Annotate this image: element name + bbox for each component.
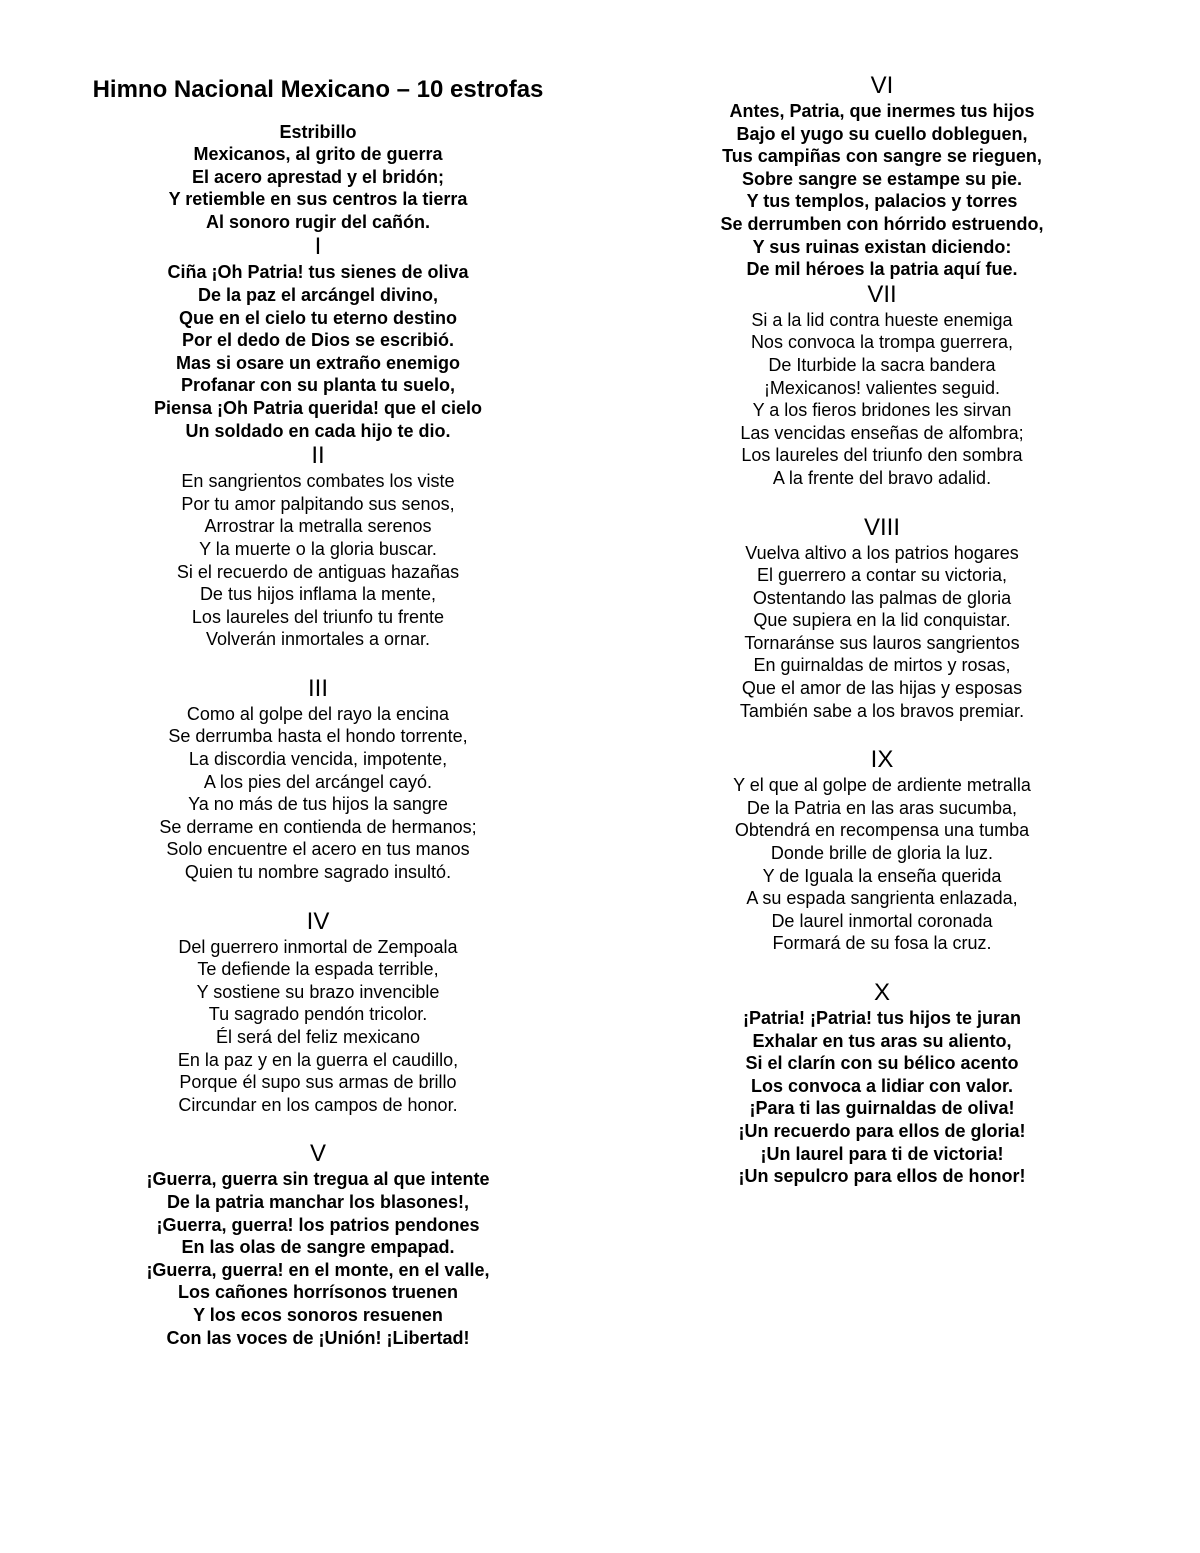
verse-line: Ya no más de tus hijos la sangre [188, 794, 448, 815]
spacer [78, 884, 558, 908]
verse-line: Del guerrero inmortal de Zempoala [178, 936, 458, 957]
verse-line: ¡Patria! ¡Patria! tus hijos te juran [742, 1008, 1022, 1028]
verse-line: De la paz el arcángel divino, [197, 284, 439, 305]
stanza-numeral: V [309, 1140, 326, 1168]
estribillo-heading: Estribillo [279, 122, 357, 142]
verse-line: Volverán inmortales a ornar. [205, 629, 431, 650]
verse-line: ¡Para ti las guirnaldas de oliva! [749, 1098, 1015, 1119]
verse-line: Quien tu nombre sagrado insultó. [184, 862, 452, 883]
verse-line: De mil héroes la patria aquí fue. [746, 259, 1018, 280]
verse-line: Si el recuerdo de antiguas hazañas [176, 561, 460, 582]
spacer [642, 722, 1122, 746]
verse-line: ¡Mexicanos! valientes seguid. [763, 377, 1001, 398]
verse-line: También sabe a los bravos premiar. [739, 700, 1025, 721]
verse-line: Por el dedo de Dios se escribió. [181, 330, 455, 351]
verse-line: Si el clarín con su bélico acento [745, 1053, 1019, 1074]
verse-line: Nos convoca la trompa guerrera, [750, 332, 1014, 353]
verse-line: En la paz y en la guerra el caudillo, [177, 1049, 459, 1070]
verse-line: ¡Un recuerdo para ellos de gloria! [738, 1120, 1026, 1141]
verse-line: Y tus templos, palacios y torres [746, 191, 1018, 212]
verse-line: Y a los fieros bridones les sirvan [752, 400, 1012, 421]
verse-line: Te defiende la espada terrible, [197, 959, 439, 980]
verse-line: Ostentando las palmas de gloria [752, 587, 1012, 608]
spacer [642, 955, 1122, 979]
verse-line: Con las voces de ¡Unión! ¡Libertad! [166, 1327, 470, 1348]
verse-line: A los pies del arcángel cayó. [203, 771, 433, 792]
verse-line: ¡Guerra, guerra! en el monte, en el valle, [146, 1259, 490, 1280]
verse-line: Y sus ruinas existan diciendo: [752, 236, 1012, 257]
verse-line: Los cañones horrísonos truenen [177, 1282, 459, 1303]
verse-line: Un soldado en cada hijo te dio. [185, 420, 451, 441]
verse-line: A su espada sangrienta enlazada, [746, 888, 1018, 909]
verse-line: ¡Un laurel para ti de victoria! [760, 1143, 1004, 1164]
verse-line: Y retiemble en sus centros la tierra [168, 189, 468, 210]
verse-line: Como al golpe del rayo la encina [186, 703, 450, 724]
stanza-numeral: II [311, 442, 325, 470]
stanza-iii [78, 675, 558, 884]
verse-line: Los laureles del triunfo tu frente [191, 606, 445, 627]
verse-line: Tornaránse sus lauros sangrientos [744, 632, 1020, 653]
verse-line: Porque él supo sus armas de brillo [179, 1072, 457, 1093]
verse-line: Tus campiñas con sangre se rieguen, [722, 146, 1042, 167]
page-title: Himno Nacional Mexicano – 10 estrofas [92, 76, 544, 103]
stanza-v [78, 1140, 558, 1349]
verse-line: De Iturbide la sacra bandera [768, 354, 996, 375]
stanza-numeral: X [873, 979, 890, 1006]
verse-line: De tus hijos inflama la mente, [199, 584, 437, 605]
verse-line: Obtendrá en recompensa una tumba [734, 820, 1030, 841]
verse-line: Solo encuentre el acero en tus manos [166, 839, 470, 860]
left-column [78, 72, 558, 1349]
stanza-ii [78, 442, 558, 651]
verse-line: Por tu amor palpitando sus senos, [181, 493, 455, 514]
verse-line: Antes, Patria, que inermes tus hijos [729, 101, 1035, 121]
verse-line: La discordia vencida, impotente, [188, 749, 448, 770]
stanza-numeral: I [314, 233, 322, 261]
verse-line: Él será del feliz mexicano [215, 1027, 421, 1047]
verse-line: Que supiera en la lid conquistar. [753, 610, 1011, 631]
stanza-numeral: IV [306, 907, 330, 935]
verse-line: Y de Iguala la enseña querida [762, 865, 1002, 886]
verse-line: Exhalar en tus aras su aliento, [752, 1030, 1012, 1051]
verse-line: Que en el cielo tu eterno destino [178, 307, 458, 328]
verse-line: Se derrumben con hórrido estruendo, [720, 213, 1044, 234]
verse-line: Circundar en los campos de honor. [178, 1094, 458, 1115]
verse-line: El guerrero a contar su victoria, [756, 565, 1008, 586]
spacer [642, 490, 1122, 514]
verse-line: Se derrame en contienda de hermanos; [159, 816, 477, 837]
verse-line: Tu sagrado pendón tricolor. [208, 1004, 428, 1025]
stanza-numeral: III [307, 674, 328, 702]
stanza-vii [642, 281, 1122, 490]
verse-line: Los laureles del triunfo den sombra [741, 445, 1023, 466]
verse-line: En las olas de sangre empapad. [181, 1237, 455, 1258]
verse-line: El acero aprestad y el bridón; [191, 166, 445, 187]
verse-line: Se derrumba hasta el hondo torrente, [168, 726, 468, 747]
verse-line: ¡Un sepulcro para ellos de honor! [738, 1166, 1026, 1187]
verse-line: Que el amor de las hijas y esposas [741, 678, 1023, 699]
verse-line: Vuelva altivo a los patrios hogares [745, 542, 1019, 563]
spacer [78, 651, 558, 675]
verse-line: ¡Guerra, guerra! los patrios pendones [156, 1214, 480, 1235]
stanza-vi [642, 72, 1122, 281]
verse-line: De la patria manchar los blasones!, [166, 1191, 470, 1212]
stanza-viii [642, 514, 1122, 723]
stanza-numeral: IX [870, 746, 894, 774]
estribillo [78, 121, 558, 233]
verse-line: Mas si osare un extraño enemigo [175, 352, 461, 373]
verse-line: Al sonoro rugir del cañón. [205, 211, 430, 232]
verse-line: A la frente del bravo adalid. [772, 467, 992, 488]
verse-line: Mexicanos, al grito de guerra [193, 144, 443, 164]
verse-line: ¡Guerra, guerra sin tregua al que intente [146, 1169, 490, 1190]
verse-line: Bajo el yugo su cuello dobleguen, [736, 123, 1028, 144]
verse-line: De la Patria en las aras sucumba, [746, 797, 1018, 818]
stanza-numeral: VI [870, 72, 894, 99]
verse-line: En sangrientos combates los viste [181, 471, 455, 492]
verse-line: Piensa ¡Oh Patria querida! que el cielo [153, 397, 483, 418]
verse-line: Si a la lid contra hueste enemiga [751, 309, 1013, 330]
verse-line: Los convoca a lidiar con valor. [750, 1075, 1014, 1096]
verse-line: Y sostiene su brazo invencible [196, 981, 440, 1002]
spacer [78, 1116, 558, 1140]
verse-line: Y el que al golpe de ardiente metralla [733, 775, 1031, 796]
stanza-ix [642, 746, 1122, 955]
verse-line: Arrostrar la metralla serenos [204, 516, 432, 537]
verse-line: Profanar con su planta tu suelo, [180, 375, 456, 396]
verse-line: Ciña ¡Oh Patria! tus sienes de oliva [167, 262, 469, 283]
stanza-numeral: VIII [863, 513, 900, 541]
right-column [642, 72, 1122, 1188]
verse-line: Y la muerte o la gloria buscar. [199, 538, 437, 559]
stanza-i [78, 233, 558, 442]
verse-line: Donde brille de gloria la luz. [770, 843, 994, 864]
verse-line: Sobre sangre se estampe su pie. [741, 168, 1023, 189]
verse-line: Y los ecos sonoros resuenen [193, 1304, 443, 1325]
verse-line: De laurel inmortal coronada [771, 910, 993, 931]
stanza-iv [78, 908, 558, 1117]
verse-line: En guirnaldas de mirtos y rosas, [753, 655, 1011, 676]
stanza-x [642, 979, 1122, 1188]
verse-line: Las vencidas enseñas de alfombra; [740, 422, 1024, 443]
verse-line: Formará de su fosa la cruz. [772, 933, 992, 954]
stanza-numeral: VII [867, 280, 897, 308]
